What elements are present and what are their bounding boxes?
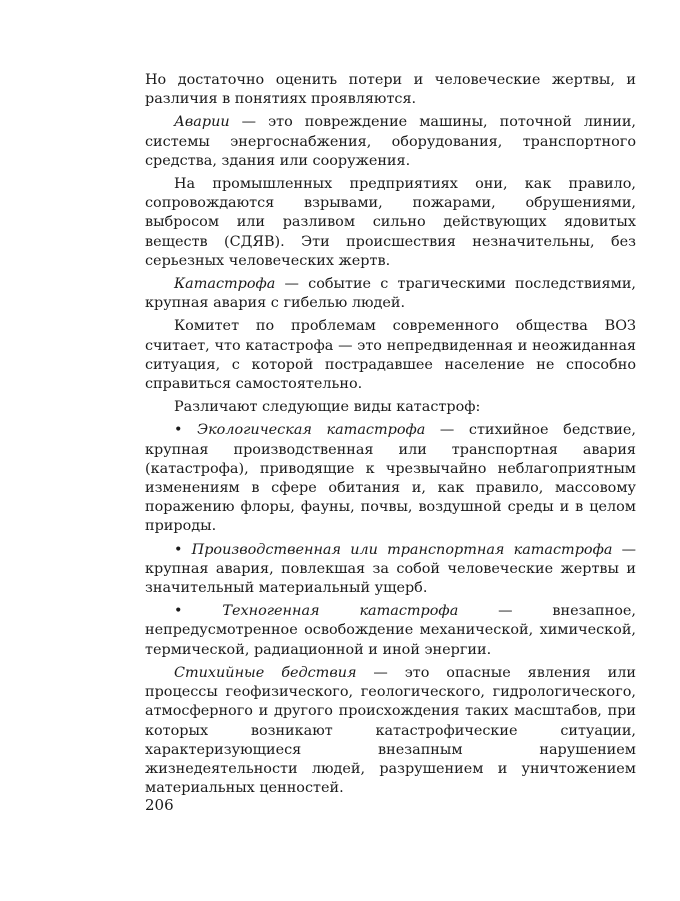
- term-accidents: Аварии: [174, 114, 230, 131]
- term-technogenic: • Техногенная катастрофа: [174, 603, 459, 620]
- term-industrial: • Производственная или транспортная катастрофа: [174, 541, 613, 558]
- paragraph-industrial: На промышленных предприятиях они, как правило, сопровождаются взрывами, пожарами, обрушениями, выбросом или разливом сильно действующих ядовитых веществ (СДЯВ). Эти происшествия незначительны, без серьезных человеческих жертв.: [145, 176, 636, 269]
- term-natural-disasters: Стихийные бедствия: [174, 664, 357, 681]
- list-item-technogenic: • Техногенная катастрофа — внезапное, непредусмотренное освобождение механической, химической, термической, радиационной и иной энергии.: [145, 603, 636, 658]
- body-text: [145, 71, 636, 802]
- term-catastrophe: Катастрофа: [174, 276, 276, 293]
- paragraph-types-intro: Различают следующие виды катастроф:: [174, 399, 481, 416]
- paragraph-who: Комитет по проблемам современного общества ВОЗ считает, что катастрофа — это непредвиденная и неожиданная ситуация, с которой пострадавшее население не способно справиться самостоятельно.: [145, 318, 636, 393]
- term-ecological: • Экологическая катастрофа: [174, 422, 426, 439]
- paragraph-catastrophe: Катастрофа — событие с трагическими последствиями, крупная авария с гибелью людей.: [145, 276, 636, 312]
- list-item-industrial: • Производственная или транспортная катастрофа — крупная авария, повлекшая за собой человеческие жертвы и значительный материальный ущерб.: [145, 541, 637, 597]
- paragraph-natural-disasters: Стихийные бедствия — это опасные явления или процессы геофизического, геологического, гидрологического, атмосферного и другого происхождения таких масштабов, при которых возникают катастрофические ситуации, характеризующиеся внезапным нарушением жизнедеятельности людей, разрушением и уничтожением материальных ценностей.: [145, 664, 636, 797]
- paragraph-intro: Но достаточно оценить потери и человеческие жертвы, и различия в понятиях проявляются.: [145, 72, 636, 108]
- list-item-ecological: • Экологическая катастрофа — стихийное бедствие, крупная производственная или транспортная авария (катастрофа), приводящие к чрезвычайно неблагоприятным изменениям в сфере обитания и, как правило, массовому поражению флоры, фауны, почвы, воздушной среды и в целом природы.: [145, 422, 636, 535]
- page-number: 206: [145, 796, 174, 814]
- paragraph-accidents: Аварии — это повреждение машины, поточной линии, системы энергоснабжения, оборудования, транспортного средства, здания или сооружения.: [145, 114, 636, 169]
